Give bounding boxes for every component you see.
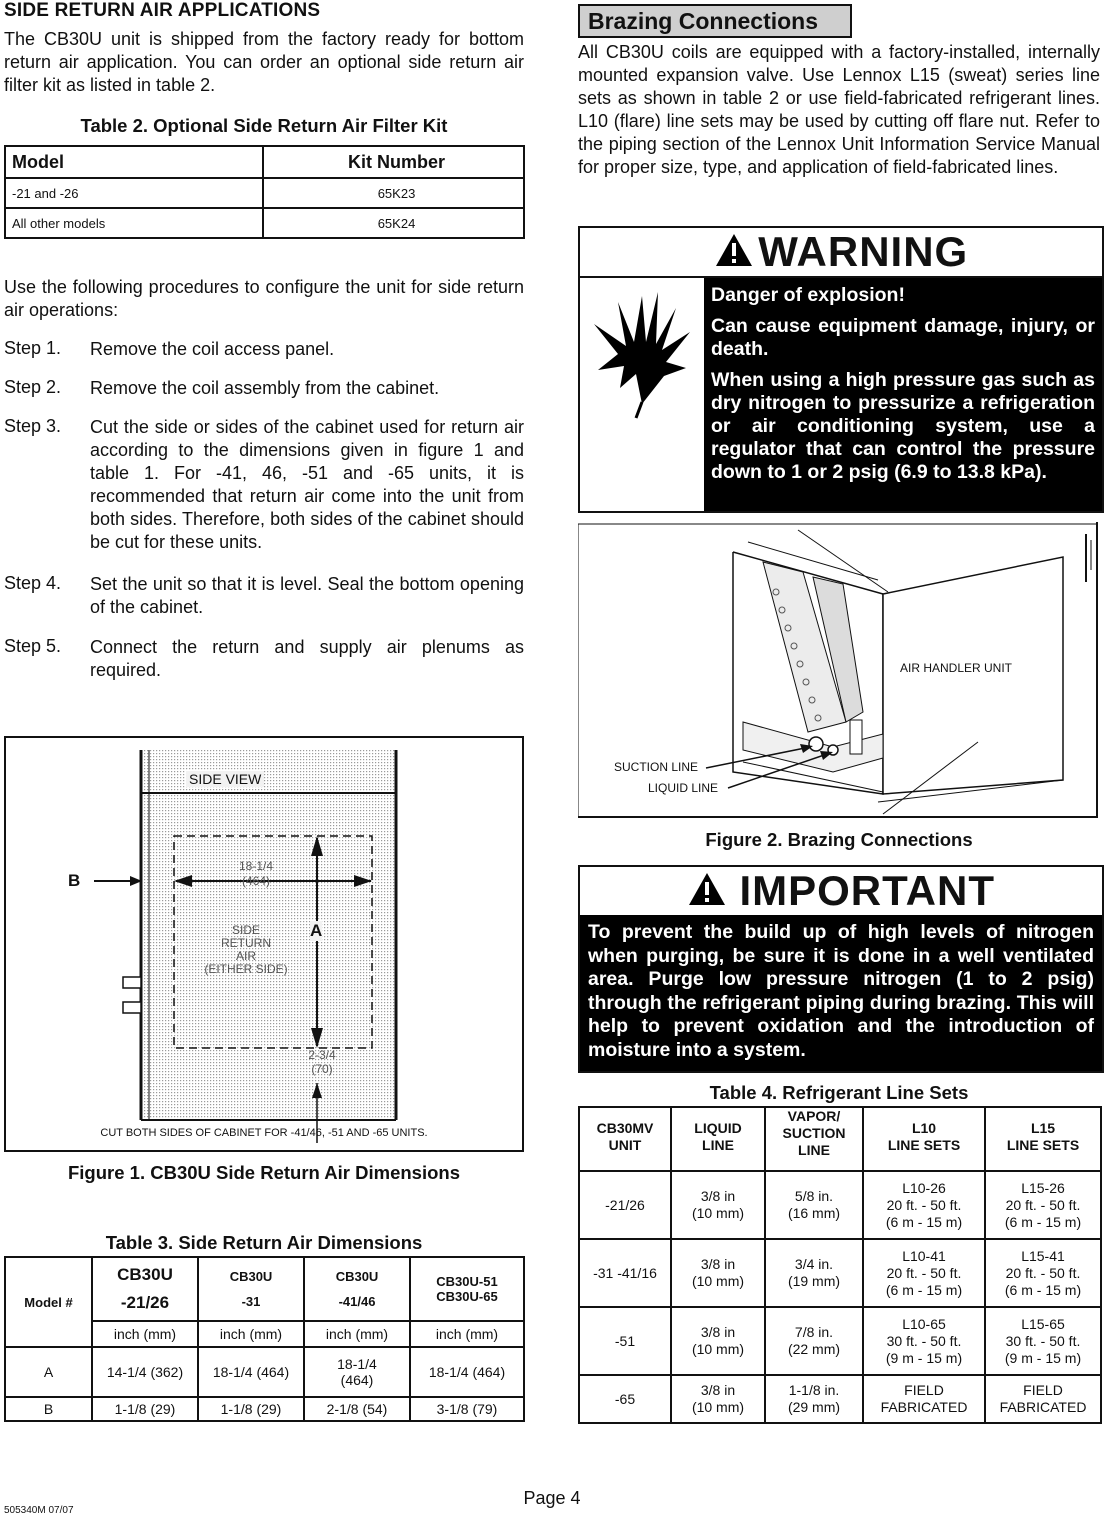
important-box bbox=[578, 865, 1104, 1073]
dimension-b-label: B bbox=[68, 871, 81, 890]
table4-unit: -31 -41/16 bbox=[579, 1239, 671, 1307]
table4-header bbox=[863, 1107, 985, 1171]
table3-cell: 1-1/8 (29) bbox=[198, 1397, 304, 1421]
warning-triangle-icon bbox=[687, 871, 727, 912]
important-header bbox=[580, 867, 1102, 915]
cell-line: (464) bbox=[340, 1372, 374, 1388]
table4-cell bbox=[985, 1239, 1101, 1307]
cell-line: FABRICATED bbox=[880, 1399, 968, 1415]
col-bottom: -31 bbox=[241, 1294, 261, 1309]
table3-cell: 14-1/4 (362) bbox=[92, 1347, 198, 1397]
table4-cell bbox=[765, 1239, 863, 1307]
warning-header bbox=[580, 228, 1102, 278]
col-top: CB30U bbox=[229, 1269, 273, 1284]
step-text: Remove the coil access panel. bbox=[90, 339, 335, 359]
step-label: Step 5. bbox=[4, 636, 62, 656]
cell-line: (6 m - 15 m) bbox=[885, 1281, 963, 1298]
col-bottom: -21/26 bbox=[120, 1293, 170, 1312]
cell-line: 20 ft. - 50 ft. bbox=[1005, 1264, 1081, 1281]
table4-cell bbox=[671, 1375, 765, 1423]
step-label: Step 3. bbox=[4, 416, 62, 436]
table2 bbox=[4, 145, 525, 239]
warning-line: When using a high pressure gas such as dry nitrogen to pressurize a refrigeration or air conditioning system, use a regulator that can control the pressure down to 1 or 2 psig (6.9 to 13.8 kPa). bbox=[711, 369, 1095, 483]
intro-paragraph: The CB30U unit is shipped from the factory ready for bottom return air application. You can order an optional side return air filter kit as listed in table 2. bbox=[4, 29, 524, 95]
cell-line: L15-41 bbox=[1021, 1247, 1065, 1264]
cell-line: 18-1/4 bbox=[337, 1356, 377, 1372]
page-number: Page 4 bbox=[523, 1488, 581, 1508]
cell-line: 1-1/8 in. bbox=[788, 1382, 840, 1398]
table3-cell: 18-1/4 (464) bbox=[198, 1347, 304, 1397]
table3-caption: Table 3. Side Return Air Dimensions bbox=[105, 1232, 423, 1253]
air-handler-label: AIR HANDLER UNIT bbox=[900, 661, 1013, 675]
cell-line: L10-65 bbox=[902, 1315, 946, 1332]
table3-unit: inch (mm) bbox=[198, 1321, 304, 1347]
col-top: CB30U bbox=[117, 1265, 173, 1284]
brazing-heading: Brazing Connections bbox=[578, 4, 852, 38]
cell-line: (9 m - 15 m) bbox=[1004, 1349, 1082, 1366]
table2-cell: All other models bbox=[5, 208, 263, 238]
step-text: Remove the coil assembly from the cabinet. bbox=[90, 378, 440, 398]
table3-col-header bbox=[198, 1257, 304, 1321]
width-dimension: 18-1/4 bbox=[238, 859, 274, 873]
step-label: Step 2. bbox=[4, 377, 62, 397]
header-line: CB30MV bbox=[596, 1120, 654, 1136]
header-line: VAPOR/ bbox=[787, 1108, 841, 1124]
header-line: UNIT bbox=[608, 1137, 642, 1153]
cell-line: (6 m - 15 m) bbox=[1004, 1213, 1082, 1230]
table3-unit: inch (mm) bbox=[410, 1321, 524, 1347]
bottom-dimension-mm: (70) bbox=[311, 1062, 333, 1076]
cell-line: (10 mm) bbox=[691, 1341, 745, 1357]
header-line: LINE bbox=[702, 1137, 734, 1153]
cell-line: 30 ft. - 50 ft. bbox=[1005, 1332, 1081, 1349]
table4-cell bbox=[985, 1375, 1101, 1423]
warning-title: WARNING bbox=[758, 228, 969, 275]
header-line: SUCTION bbox=[782, 1125, 846, 1141]
figure1-caption: Figure 1. CB30U Side Return Air Dimensions bbox=[67, 1162, 460, 1183]
warning-line: Can cause equipment damage, injury, or death. bbox=[711, 315, 1095, 360]
warning-box bbox=[578, 226, 1104, 513]
header-line: LINE bbox=[798, 1142, 830, 1158]
table3-col-header bbox=[410, 1257, 524, 1321]
table4-unit: -65 bbox=[579, 1375, 671, 1423]
document-code: 505340M 07/07 bbox=[4, 1505, 74, 1516]
cell-line: 3/8 in bbox=[700, 1382, 736, 1398]
table3-cell: 18-1/4 (464) bbox=[410, 1347, 524, 1397]
cell-line: L15-26 bbox=[1021, 1179, 1065, 1196]
table3 bbox=[4, 1256, 525, 1422]
step-text: Cut the side or sides of the cabinet used for return air according to the dimensions given in figure 1 and table 1. For -41, 46, -51 and -65 units, it is recommended that return air come into the unit from both sides. Therefore, both sides of the cabinet should be cut for these units. bbox=[90, 417, 524, 552]
cell-line: 20 ft. - 50 ft. bbox=[886, 1196, 962, 1213]
table4-unit: -51 bbox=[579, 1307, 671, 1375]
cell-line: L10-26 bbox=[902, 1179, 946, 1196]
cell-line: 3/8 in bbox=[700, 1188, 736, 1204]
suction-line-label: SUCTION LINE bbox=[614, 760, 699, 774]
table4-cell bbox=[671, 1171, 765, 1239]
table3-cell bbox=[304, 1347, 410, 1397]
col-top: CB30U bbox=[335, 1269, 379, 1284]
table2-cell: 65K24 bbox=[263, 208, 524, 238]
table4-cell bbox=[985, 1171, 1101, 1239]
step-label: Step 4. bbox=[4, 573, 62, 593]
area-line: (EITHER SIDE) bbox=[204, 962, 288, 976]
table4-header bbox=[671, 1107, 765, 1171]
cell-line: L15-65 bbox=[1021, 1315, 1065, 1332]
important-body: To prevent the build up of high levels of nitrogen when purging, be sure it is done in a well ventilated area. Purge low pressure nitrogen (1 to 2 psig) through the refrigerant piping during brazing. This will help to prevent oxidation and the introduction of moisture into a system. bbox=[580, 915, 1102, 1071]
cell-line: (6 m - 15 m) bbox=[1004, 1281, 1082, 1298]
table2-header-kit: Kit Number bbox=[263, 146, 524, 178]
col-bottom: -41/46 bbox=[338, 1294, 376, 1309]
table3-col-header bbox=[92, 1257, 198, 1321]
cell-line: 3/4 in. bbox=[794, 1256, 834, 1272]
cell-line: FIELD bbox=[904, 1382, 944, 1398]
cell-line: (9 m - 15 m) bbox=[885, 1349, 963, 1366]
cell-line: FABRICATED bbox=[999, 1399, 1087, 1415]
cell-line: (29 mm) bbox=[787, 1399, 841, 1415]
cell-line: 20 ft. - 50 ft. bbox=[886, 1264, 962, 1281]
col-bottom: CB30U-65 bbox=[436, 1289, 498, 1304]
table3-model-header: Model # bbox=[5, 1257, 92, 1347]
section-heading-side-return: SIDE RETURN AIR APPLICATIONS bbox=[4, 0, 321, 21]
figure1-box bbox=[4, 736, 524, 1152]
figure2-caption: Figure 2. Brazing Connections bbox=[705, 829, 973, 850]
header-line: L10 bbox=[911, 1120, 937, 1136]
step-text: Connect the return and supply air plenums as required. bbox=[90, 637, 524, 680]
cell-line: (19 mm) bbox=[787, 1273, 841, 1289]
cell-line: 3/8 in bbox=[700, 1256, 736, 1272]
bottom-dimension: 2-3/4 bbox=[308, 1048, 336, 1062]
table4-cell bbox=[671, 1307, 765, 1375]
figure1-note: CUT BOTH SIDES OF CABINET FOR -41/46, -51 AND -65 UNITS. bbox=[100, 1127, 428, 1139]
table4-header bbox=[579, 1107, 671, 1171]
table2-header-model: Model bbox=[5, 146, 263, 178]
cell-line: 7/8 in. bbox=[794, 1324, 834, 1340]
width-dimension-mm: (464) bbox=[241, 874, 270, 888]
header-line: LINE SETS bbox=[887, 1137, 961, 1153]
table4-cell bbox=[765, 1171, 863, 1239]
cell-line: (10 mm) bbox=[691, 1399, 745, 1415]
table4-cell bbox=[863, 1171, 985, 1239]
table3-cell: 2-1/8 (54) bbox=[304, 1397, 410, 1421]
area-line: SIDE bbox=[231, 923, 260, 937]
header-line: LINE SETS bbox=[1006, 1137, 1080, 1153]
table4-header bbox=[765, 1107, 863, 1171]
cell-line: (6 m - 15 m) bbox=[885, 1213, 963, 1230]
table3-unit: inch (mm) bbox=[92, 1321, 198, 1347]
explosion-icon bbox=[580, 278, 704, 511]
table2-caption: Table 2. Optional Side Return Air Filter Kit bbox=[80, 115, 448, 136]
table4-cell bbox=[671, 1239, 765, 1307]
table3-unit: inch (mm) bbox=[304, 1321, 410, 1347]
table4-caption: Table 4. Refrigerant Line Sets bbox=[709, 1082, 969, 1103]
dimension-a-label: A bbox=[310, 921, 323, 940]
cell-line: 30 ft. - 50 ft. bbox=[886, 1332, 962, 1349]
cell-line: 20 ft. - 50 ft. bbox=[1005, 1196, 1081, 1213]
table3-col-header bbox=[304, 1257, 410, 1321]
table3-row-label: B bbox=[5, 1397, 92, 1421]
table3-row-label: A bbox=[5, 1347, 92, 1397]
header-line: L15 bbox=[1030, 1120, 1056, 1136]
cell-line: 5/8 in. bbox=[794, 1188, 834, 1204]
side-return-area-label bbox=[186, 924, 306, 976]
header-line: LIQUID bbox=[694, 1120, 742, 1136]
step-text: Set the unit so that it is level. Seal the bottom opening of the cabinet. bbox=[90, 574, 524, 617]
col-top: CB30U-51 bbox=[436, 1274, 498, 1289]
cell-line: FIELD bbox=[1023, 1382, 1063, 1398]
table4-header bbox=[985, 1107, 1101, 1171]
table4-cell bbox=[985, 1307, 1101, 1375]
table4-cell bbox=[863, 1375, 985, 1423]
brazing-paragraph: All CB30U coils are equipped with a factory-installed, internally mounted expansion valve. Use Lennox L15 (sweat) series line sets as shown in table 2 or use field-fabricated refrigerant lines. L10 (flare) line sets may be used by cutting off flare nut. Refer to the piping section of the Lennox Unit Information Service Manual for proper size, type, and application of field-fabricated lines. bbox=[578, 42, 1100, 177]
step-label: Step 1. bbox=[4, 338, 62, 358]
table4-cell bbox=[863, 1239, 985, 1307]
warning-line: Danger of explosion! bbox=[711, 284, 905, 306]
table3-cell: 1-1/8 (29) bbox=[92, 1397, 198, 1421]
table4-cell bbox=[765, 1375, 863, 1423]
table2-cell: 65K23 bbox=[263, 178, 524, 208]
warning-triangle-icon bbox=[714, 232, 754, 273]
cell-line: L10-41 bbox=[902, 1247, 946, 1264]
cell-line: 3/8 in bbox=[700, 1324, 736, 1340]
cell-line: (10 mm) bbox=[691, 1205, 745, 1221]
important-title: IMPORTANT bbox=[739, 867, 995, 914]
figure2-box bbox=[578, 522, 1098, 818]
side-view-label: SIDE VIEW bbox=[186, 771, 264, 787]
cell-line: (10 mm) bbox=[691, 1273, 745, 1289]
cell-line: (22 mm) bbox=[787, 1341, 841, 1357]
procedures-intro: Use the following procedures to configure the unit for side return air operations: bbox=[4, 277, 524, 320]
table3-cell: 3-1/8 (79) bbox=[410, 1397, 524, 1421]
warning-body bbox=[704, 278, 1102, 511]
table4 bbox=[578, 1106, 1102, 1424]
table4-unit: -21/26 bbox=[579, 1171, 671, 1239]
table4-cell bbox=[863, 1307, 985, 1375]
table2-cell: -21 and -26 bbox=[5, 178, 263, 208]
table4-cell bbox=[765, 1307, 863, 1375]
area-line: AIR bbox=[235, 949, 256, 963]
cell-line: (16 mm) bbox=[787, 1205, 841, 1221]
liquid-line-label: LIQUID LINE bbox=[648, 781, 719, 795]
area-line: RETURN bbox=[221, 936, 271, 950]
